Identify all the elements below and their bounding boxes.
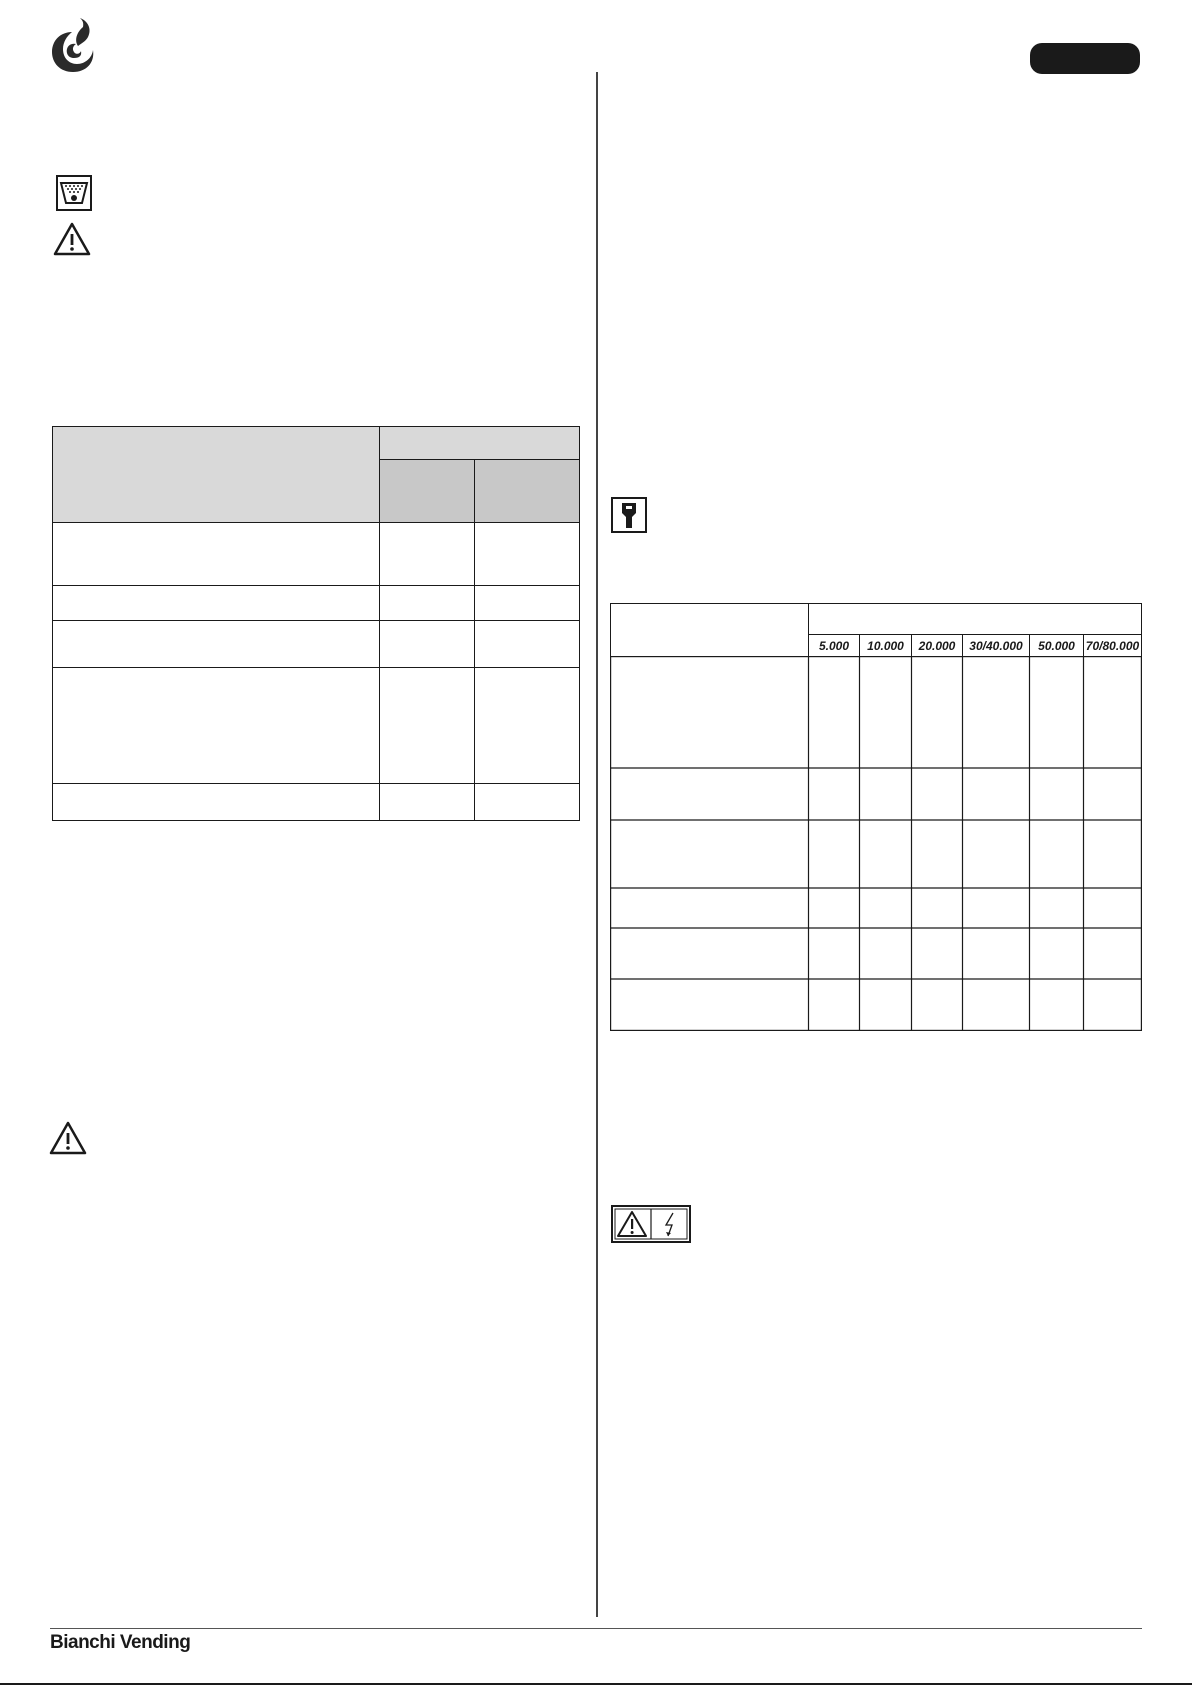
right-table-header-label xyxy=(610,603,809,657)
dryer-icon xyxy=(56,175,92,211)
table-cell xyxy=(379,522,475,586)
warning-triangle-icon xyxy=(49,1121,87,1155)
column-header-5000: 5.000 xyxy=(818,639,850,653)
left-table-header-label xyxy=(52,426,380,523)
right-table-body xyxy=(610,656,1142,1031)
language-tab xyxy=(1030,43,1140,74)
table-cell xyxy=(474,585,580,621)
table-row xyxy=(52,667,380,784)
column-header-70-80000: 70/80.000 xyxy=(1085,639,1140,653)
column-header-50000: 50.000 xyxy=(1038,639,1075,653)
key-icon xyxy=(611,497,647,533)
table-row xyxy=(52,620,380,668)
table-row xyxy=(52,522,380,586)
column-header-20000: 20.000 xyxy=(918,639,956,653)
right-table xyxy=(610,603,1142,1031)
table-row xyxy=(52,585,380,621)
warning-triangle-icon xyxy=(53,222,91,256)
electrical-hazard-icon xyxy=(611,1205,691,1243)
table-cell xyxy=(474,620,580,668)
table-cell xyxy=(474,783,580,821)
table-cell xyxy=(474,522,580,586)
left-table-header-group xyxy=(379,426,580,460)
footer-rule xyxy=(50,1628,1142,1629)
brand-logo-icon xyxy=(50,18,96,74)
table-row xyxy=(52,783,380,821)
left-table-header-col-2 xyxy=(474,459,580,523)
column-header-10000: 10.000 xyxy=(867,639,904,653)
left-table-header-col-1 xyxy=(379,459,475,523)
left-table xyxy=(52,426,580,821)
table-cell xyxy=(379,667,475,784)
table-cell xyxy=(474,667,580,784)
table-cell xyxy=(379,620,475,668)
table-cell xyxy=(379,585,475,621)
table-cell xyxy=(379,783,475,821)
column-divider xyxy=(596,72,598,1617)
brand-name: Bianchi Vending xyxy=(50,1632,191,1653)
column-header-30-40000: 30/40.000 xyxy=(969,639,1023,653)
right-table-header-group xyxy=(808,603,1142,635)
